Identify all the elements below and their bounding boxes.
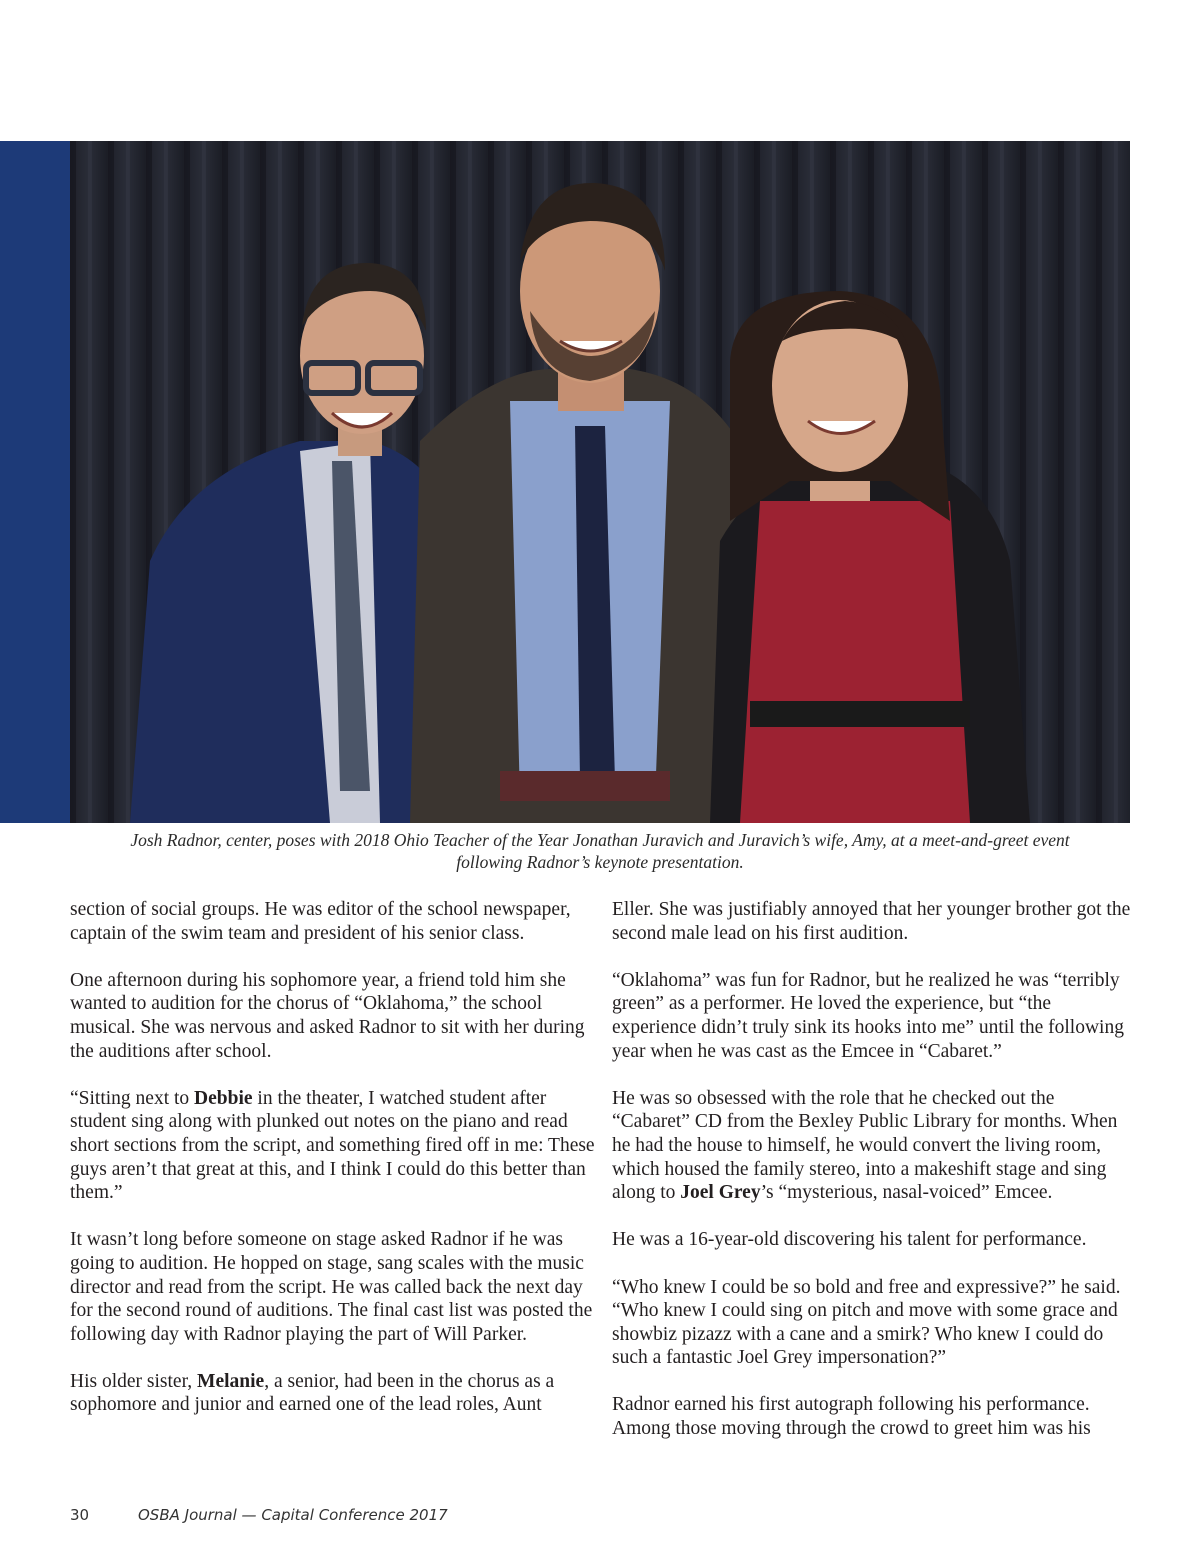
left-column	[70, 898, 595, 1441]
publication-name: OSBA Journal — Capital Conference 2017	[138, 1506, 448, 1524]
paragraph: He was a 16-year-old discovering his talent for performance.	[612, 1229, 1087, 1251]
paragraph: Radnor earned his first autograph following his performance. Among those moving through the crowd to greet him was his	[612, 1394, 1091, 1440]
photo-illustration	[70, 141, 1130, 823]
text-run: His older sister,	[70, 1370, 198, 1392]
caption-line-1: Josh Radnor, center, poses with 2018 Ohio Teacher of the Year Jonathan Juravich and Juravich’s wife, Amy, at a meet-and-greet event	[130, 830, 1070, 850]
right-column	[612, 898, 1137, 1464]
paragraph	[612, 1087, 1137, 1205]
paragraph	[70, 1087, 595, 1205]
caption-line-2: following Radnor’s keynote presentation.	[456, 852, 744, 872]
paragraph: “Oklahoma” was fun for Radnor, but he realized he was “terribly green” as a performer. He loved the experience, but “the experience didn’t truly sink its hooks into me” until the following year when he was cast as the Emcee in “Cabaret.”	[612, 969, 1124, 1062]
text-run: ’s “mysterious, nasal-voiced” Emcee.	[760, 1182, 1053, 1204]
bold-name-debbie: Debbie	[194, 1087, 253, 1109]
text-run: “Sitting next to	[70, 1087, 195, 1109]
paragraph	[70, 1370, 595, 1417]
paragraph: One afternoon during his sophomore year, a friend told him she wanted to audition for the chorus of “Oklahoma,” the school musical. She was nervous and asked Radnor to sit with her during the auditions after school.	[70, 969, 585, 1062]
photo-caption	[70, 829, 1130, 873]
bold-name-joel-grey: Joel Grey	[680, 1182, 761, 1204]
paragraph: “Who knew I could be so bold and free and expressive?” he said. “Who knew I could sing on pitch and move with some grace and showbiz pizazz with a cane and a smirk? Who knew I could do such a fantastic Joel Grey impersonation?”	[612, 1276, 1121, 1369]
text-run: , a senior, had been in the chorus as a sophomore and junior and earned one of the lead roles, Aunt	[70, 1370, 555, 1416]
paragraph: It wasn’t long before someone on stage asked Radnor if he was going to audition. He hopped on stage, sang scales with the music director and read from the script. He was called back the next day for the second round of auditions. The final cast list was posted the following day with Radnor playing the part of Will Parker.	[70, 1229, 593, 1345]
bold-name-melanie: Melanie	[197, 1370, 265, 1392]
text-run: He was so obsessed with the role that he checked out the “Cabaret” CD from the Bexley Public Library for months. When he had the house to himself, he would convert the living room, which housed the family stereo, into a makeshift stage and sing along to	[612, 1087, 1118, 1204]
accent-bar	[0, 141, 70, 823]
paragraph: Eller. She was justifiably annoyed that her younger brother got the second male lead on his first audition.	[612, 899, 1131, 944]
text-run: in the theater, I watched student after student sing along with plunked out notes on the piano and read short sections from the script, and something fired off in me: These guys aren’t that great at this, and I think I could do this better than them.”	[70, 1087, 595, 1204]
page-number: 30	[70, 1506, 90, 1524]
page-footer	[70, 1506, 448, 1524]
event-photo	[70, 141, 1130, 823]
paragraph: section of social groups. He was editor of the school newspaper, captain of the swim team and president of his senior class.	[70, 899, 571, 944]
